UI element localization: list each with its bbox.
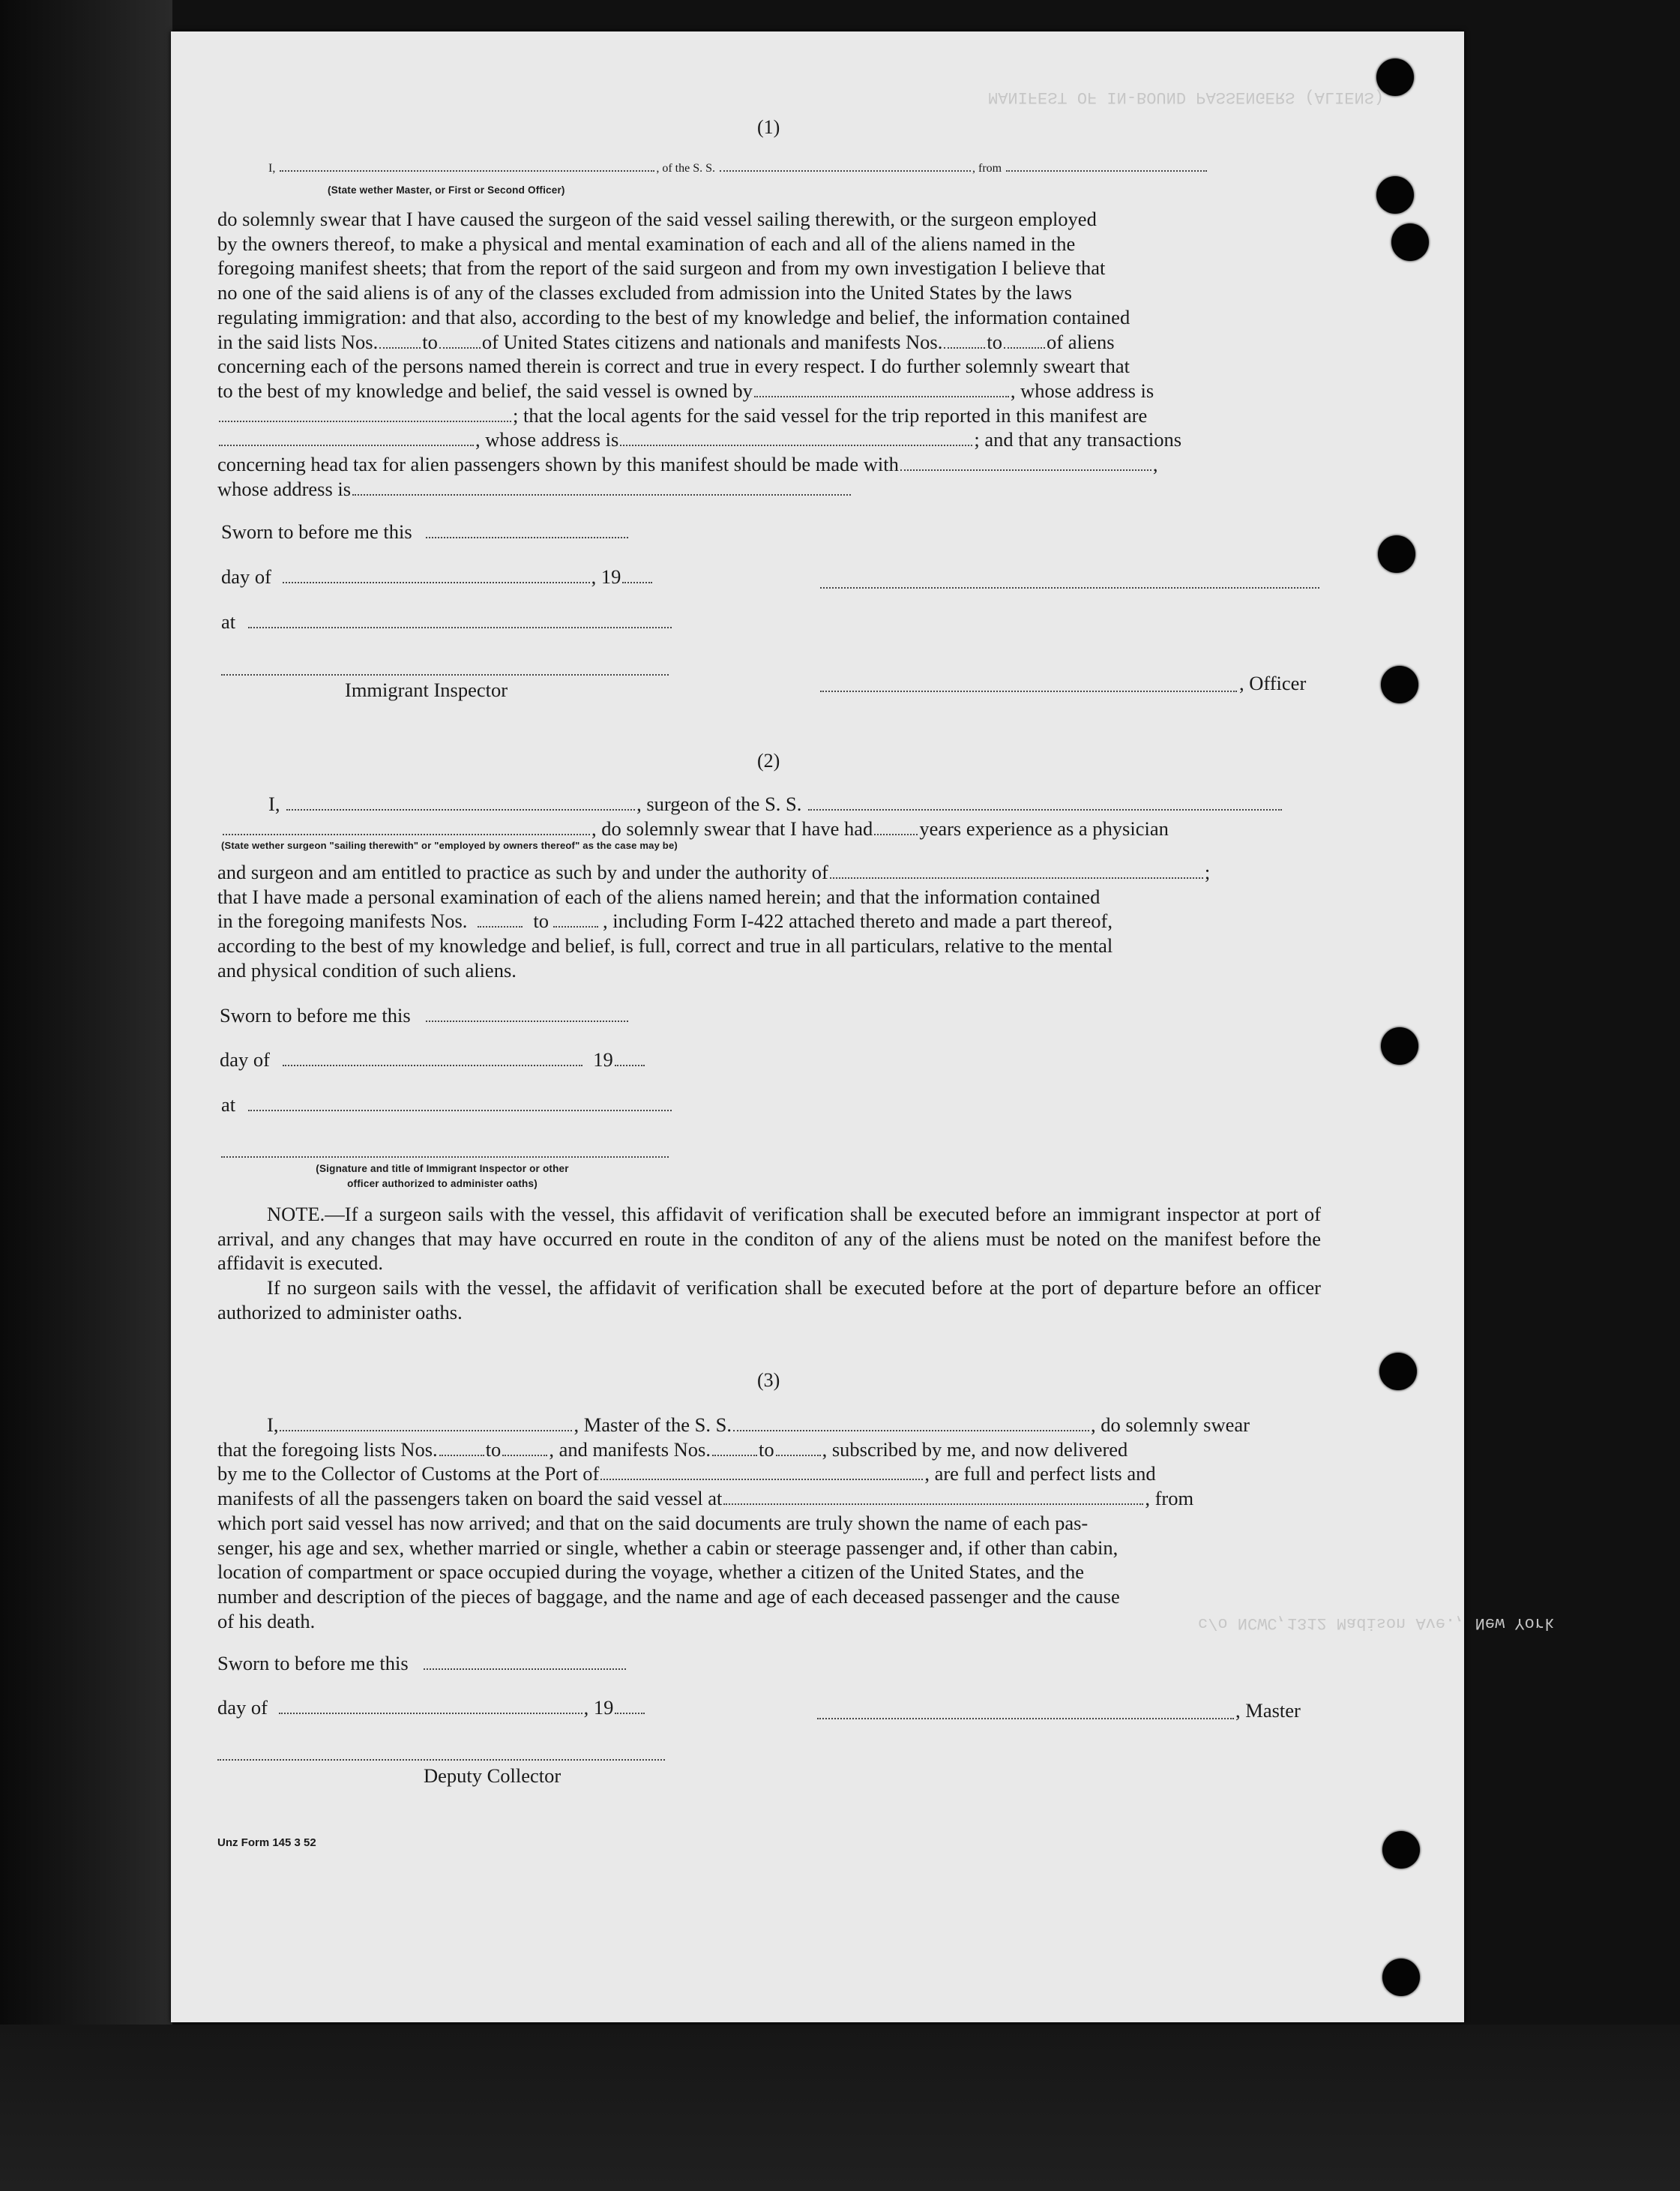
manifests-to-field-2[interactable] [553, 925, 598, 928]
bleed-through: MANIFEST OF IN-BOUND PASSENGERS (ALIENS) [988, 88, 1385, 106]
bleed-through: c/o NCWC,1312 Madison Ave., New York [1198, 1614, 1555, 1632]
at-line-2: at [221, 1093, 673, 1116]
section-3-number: (3) [757, 1369, 780, 1391]
punch-hole-icon [1382, 1831, 1420, 1869]
punch-hole-icon [1376, 176, 1414, 214]
day-of-field-2[interactable] [283, 1064, 582, 1066]
master-name-field[interactable] [280, 1429, 572, 1431]
officer-note: (State wether Master, or First or Second Officer) [328, 184, 565, 196]
lists-from-field[interactable] [379, 346, 421, 349]
manifests-from-field-3[interactable] [712, 1454, 757, 1456]
deputy-collector-label: Deputy Collector [424, 1764, 561, 1787]
punch-hole-icon [1381, 666, 1418, 703]
manifests-line: in the foregoing manifests Nos. to , including Form I-422 attached thereto and made a part thereof, [217, 910, 1113, 933]
owner-field[interactable] [754, 395, 1009, 397]
master-vessel-field[interactable] [733, 1429, 1089, 1431]
section-1-body [217, 207, 1321, 501]
officer-label: , Officer [1239, 672, 1307, 694]
whose-address-line: whose address is [217, 477, 1321, 502]
surgeon-note: (State wether surgeon "sailing therewith" or "employed by owners thereof" as the case may be) [221, 840, 678, 851]
sworn-line-2: Sworn to before me this [220, 1004, 630, 1027]
agents-line: ; that the local agents for the said vessel for the trip reported in this manifest are [217, 403, 1321, 428]
surgeon-vessel-field[interactable] [808, 808, 1282, 811]
lists-to-field[interactable] [439, 346, 481, 349]
from-port-field[interactable] [1006, 169, 1207, 172]
note-paragraph-2: If no surgeon sails with the vessel, the affidavit of verification shall be executed before at the port of departure before an officer authorized to administer oaths. [217, 1276, 1321, 1323]
vessel-name-field[interactable] [720, 169, 971, 172]
sworn-line-1: Sworn to before me this [221, 520, 630, 544]
section-2-number: (2) [757, 750, 780, 772]
body-line: of his death. [217, 1609, 316, 1632]
at-line-1: at [221, 610, 673, 634]
year-field-3[interactable] [615, 1712, 645, 1714]
body-line: and physical condition of such aliens. [217, 958, 517, 982]
manifests-from-field[interactable] [944, 346, 985, 349]
sworn-date-field-1[interactable] [426, 536, 628, 538]
sworn-line-3: Sworn to before me this [217, 1652, 627, 1675]
surgeon-type-field[interactable] [223, 833, 590, 835]
authority-line: and surgeon and am entitled to practice as such by and under the authority of ; [217, 861, 1211, 883]
immigrant-inspector-label: Immigrant Inspector [345, 679, 508, 701]
punch-hole-icon [1378, 535, 1415, 573]
note-block [217, 1202, 1321, 1325]
experience-line: , do solemnly swear that I have had years experience as a physician [221, 817, 1169, 841]
owned-line: to the best of my knowledge and belief, the said vessel is owned by , whose address is [217, 379, 1154, 402]
body-line: that I have made a personal examination of each of the aliens named herein; and that the information contained [217, 885, 1101, 908]
surgeon-name-field[interactable] [286, 808, 635, 811]
day-of-line-1: day of , 19 [221, 565, 654, 589]
body-line: by the owners thereof, to make a physical and mental examination of each and all of the aliens named in the [217, 232, 1076, 255]
board-line: manifests of all the passengers taken on board the said vessel at , from [217, 1487, 1194, 1510]
punch-hole-icon [1391, 223, 1429, 261]
manifests-from-field-2[interactable] [478, 925, 523, 928]
body-line: according to the best of my knowledge and belief, is full, correct and true in all particulars, relative to the mental [217, 934, 1113, 958]
punch-hole-icon [1382, 1959, 1420, 1996]
master-signature-field[interactable] [817, 1717, 1234, 1719]
surgeon-oath-signature-field[interactable] [221, 1155, 669, 1158]
section-1-number: (1) [757, 116, 780, 138]
body-line: senger, his age and sex, whether married or single, whether a cabin or steerage passenger and, if other than cabin, [217, 1536, 1119, 1559]
film-border-bottom [0, 2025, 1680, 2191]
day-of-field-1[interactable] [283, 581, 590, 583]
officer-line: I, , of the S. S. , from [268, 162, 1208, 175]
officer-title-field[interactable] [820, 690, 1237, 692]
port-field[interactable] [600, 1478, 923, 1480]
section-3-body [217, 1413, 1321, 1633]
day-of-field-3[interactable] [279, 1712, 582, 1714]
head-tax-address-field[interactable] [352, 493, 851, 496]
form-id: Unz Form 145 3 52 [217, 1836, 316, 1849]
master-label: , Master [1235, 1699, 1301, 1722]
at-field-1[interactable] [248, 626, 672, 628]
body-line: regulating immigration: and that also, according to the best of my knowledge and belief, the information contained [217, 305, 1130, 328]
agents-address-field[interactable] [620, 444, 972, 446]
note-paragraph-1: NOTE.—If a surgeon sails with the vessel, this affidavit of verification shall be executed before an immigrant inspector at port of arrival, and any changes that may have occurred en route in the conditon of any of the aliens must be noted on the manifest before the affidavit is executed. [217, 1203, 1321, 1275]
lists-line-3: that the foregoing lists Nos. to , and manifests Nos. to , subscribed by me, and now delivered [217, 1437, 1128, 1461]
collector-signature-field[interactable] [217, 1758, 665, 1761]
year-field-1[interactable] [622, 581, 652, 583]
lists-line: in the said lists Nos. to of United States citizens and nationals and manifests Nos. to of aliens [217, 330, 1115, 353]
agents-address-line: , whose address is ; and that any transactions [217, 427, 1321, 452]
head-tax-field[interactable] [900, 469, 1151, 471]
manifests-to-field[interactable] [1004, 346, 1045, 349]
surgeon-line: I, , surgeon of the S. S. [268, 793, 1283, 816]
master-line: I, , Master of the S. S. , do solemnly swear [267, 1413, 1250, 1436]
manifests-to-field-3[interactable] [776, 1454, 821, 1456]
head-tax-line: concerning head tax for alien passengers shown by this manifest should be made with , [217, 453, 1158, 476]
punch-hole-icon [1381, 1027, 1418, 1065]
sworn-date-field-2[interactable] [426, 1020, 628, 1022]
lists-from-field-3[interactable] [439, 1454, 484, 1456]
body-line: number and description of the pieces of baggage, and the name and age of each deceased passenger and the cause [217, 1584, 1120, 1608]
officer-signature-field[interactable] [820, 586, 1319, 589]
body-line: location of compartment or space occupied during the voyage, whether a citizen of the United States, and the [217, 1560, 1085, 1584]
day-of-line-2: day of 19 [220, 1048, 646, 1072]
body-line: foregoing manifest sheets; that from the report of the said surgeon and from my own investigation I believe that [217, 256, 1106, 280]
port-line: by me to the Collector of Customs at the Port of , are full and perfect lists and [217, 1462, 1156, 1485]
officer-name-field[interactable] [280, 169, 654, 172]
signature-note: (Signature and title of Immigrant Inspector or other officer authorized to administer oaths) [316, 1163, 569, 1189]
body-line: do solemnly swear that I have caused the surgeon of the said vessel sailing therewith, or the surgeon employed [217, 208, 1097, 230]
owner-address-field[interactable] [219, 420, 511, 422]
authority-field[interactable] [830, 877, 1203, 879]
years-field[interactable] [874, 833, 918, 835]
body-line: which port said vessel has now arrived; and that on the said documents are truly shown the name of each pas- [217, 1511, 1089, 1534]
punch-hole-icon [1379, 1353, 1417, 1390]
lists-to-field-3[interactable] [502, 1454, 547, 1456]
year-field-2[interactable] [615, 1064, 645, 1066]
at-field-2[interactable] [248, 1109, 672, 1111]
film-border-left [0, 0, 172, 2191]
agents-field[interactable] [219, 444, 474, 446]
body-line: no one of the said aliens is of any of the classes excluded from admission into the United States by the laws [217, 281, 1072, 304]
day-of-line-3: day of , 19 [217, 1696, 646, 1719]
board-port-field[interactable] [723, 1503, 1143, 1505]
sworn-date-field-3[interactable] [424, 1668, 626, 1670]
inspector-signature-field[interactable] [221, 673, 669, 676]
section-2-body [217, 860, 1321, 983]
body-line: concerning each of the persons named therein is correct and true in every respect. I do further solemnly sweart that [217, 355, 1130, 378]
